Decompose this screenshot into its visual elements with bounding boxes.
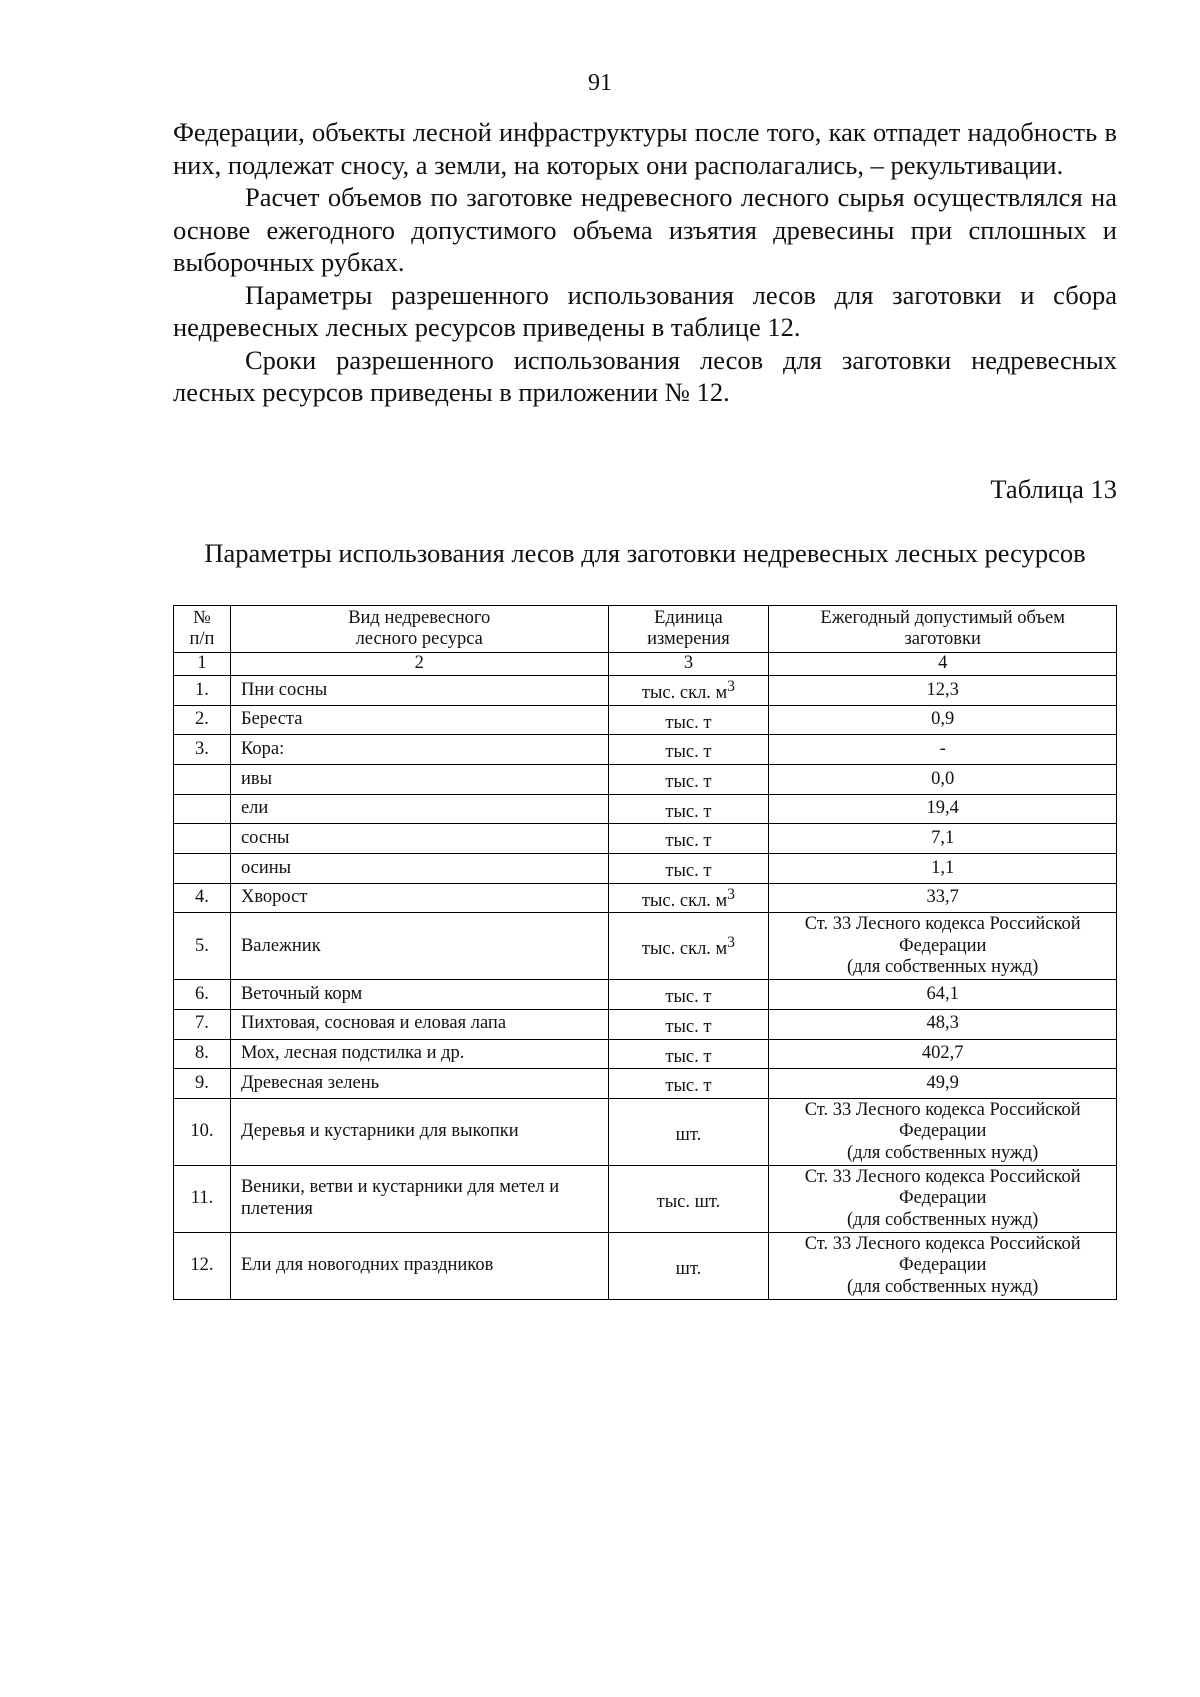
paragraph-4: Сроки разрешенного использования лесов для заготовки недревесных лесных ресурсов приведены в приложении № 12. — [173, 344, 1117, 407]
table-row — [174, 1232, 1117, 1299]
unit-cell: тыс. т — [608, 735, 769, 765]
resources-table — [173, 605, 1117, 1300]
unit-cell: тыс. т — [608, 853, 769, 883]
unit-cell: тыс. т — [608, 705, 769, 735]
annual-volume: 33,7 — [769, 883, 1117, 913]
table-title: Параметры использования лесов для заготовки недревесных лесных ресурсов — [204, 538, 1086, 568]
annual-volume: 12,3 — [769, 676, 1117, 706]
unit-cell: шт. — [608, 1232, 769, 1299]
row-number: 4. — [174, 883, 231, 913]
header-number: № п/п — [174, 606, 231, 653]
table-row — [174, 764, 1117, 794]
table-row — [174, 824, 1117, 854]
resource-name: Деревья и кустарники для выкопки — [230, 1098, 608, 1165]
table-row — [174, 676, 1117, 706]
row-number: 12. — [174, 1232, 231, 1299]
header-annual-volume: Ежегодный допустимый объем заготовки — [769, 606, 1117, 653]
table-row — [174, 735, 1117, 765]
resource-name: сосны — [230, 824, 608, 854]
unit-cell: тыс. т — [608, 1039, 769, 1069]
header-unit: Единица измерения — [608, 606, 769, 653]
row-number: 8. — [174, 1039, 231, 1069]
table-row — [174, 980, 1117, 1010]
unit-cell: тыс. шт. — [608, 1165, 769, 1232]
table-row — [174, 1009, 1117, 1039]
column-number: 2 — [230, 653, 608, 676]
annual-volume: Ст. 33 Лесного кодекса Российской Федерации (для собственных нужд) — [769, 913, 1117, 980]
column-number: 3 — [608, 653, 769, 676]
paragraph-1: Федерации, объекты лесной инфраструктуры после того, как отпадет надобность в них, подлежат сносу, а земли, на которых они располагались, – рекультивации. — [173, 117, 1117, 180]
table-row — [174, 1165, 1117, 1232]
resource-name: Валежник — [230, 913, 608, 980]
resource-name: ивы — [230, 764, 608, 794]
resource-name: Веточный корм — [230, 980, 608, 1010]
table-label: Таблица 13 — [990, 474, 1117, 504]
table-header-row — [174, 606, 1117, 653]
table-row — [174, 794, 1117, 824]
unit-cell: тыс. скл. $м^3$ — [608, 883, 769, 913]
column-number-row — [174, 653, 1117, 676]
unit-cell: шт. — [608, 1098, 769, 1165]
unit-cell: тыс. т — [608, 980, 769, 1010]
resource-name: Кора: — [230, 735, 608, 765]
resource-name: Пни сосны — [230, 676, 608, 706]
annual-volume: Ст. 33 Лесного кодекса Российской Федерации (для собственных нужд) — [769, 1232, 1117, 1299]
resource-name: Древесная зелень — [230, 1069, 608, 1099]
table-body — [174, 676, 1117, 1300]
row-number: 9. — [174, 1069, 231, 1099]
resource-name: Хворост — [230, 883, 608, 913]
column-number: 4 — [769, 653, 1117, 676]
unit-superscript: 3 — [727, 933, 735, 951]
annual-volume: 0,9 — [769, 705, 1117, 735]
unit-superscript: 3 — [727, 678, 735, 695]
annual-volume: 0,0 — [769, 764, 1117, 794]
row-number: 7. — [174, 1009, 231, 1039]
unit-cell: тыс. т — [608, 764, 769, 794]
annual-volume: - — [769, 735, 1117, 765]
unit-cell: тыс. т — [608, 794, 769, 824]
annual-volume: 402,7 — [769, 1039, 1117, 1069]
annual-volume: 7,1 — [769, 824, 1117, 854]
table-row — [174, 1069, 1117, 1099]
table-row — [174, 853, 1117, 883]
table-row — [174, 883, 1117, 913]
unit-cell: тыс. т — [608, 1069, 769, 1099]
table-row — [174, 705, 1117, 735]
row-number: 3. — [174, 735, 231, 765]
unit-cell: тыс. скл. $м^3$ — [608, 676, 769, 706]
row-number — [174, 824, 231, 854]
row-number: 11. — [174, 1165, 231, 1232]
annual-volume: 19,4 — [769, 794, 1117, 824]
resource-name: Веники, ветви и кустарники для метел и плетения — [230, 1165, 608, 1232]
annual-volume: 1,1 — [769, 853, 1117, 883]
table-row — [174, 913, 1117, 980]
row-number: 10. — [174, 1098, 231, 1165]
unit-superscript: 3 — [727, 885, 735, 903]
row-number: 1. — [174, 676, 231, 706]
resource-name: ели — [230, 794, 608, 824]
unit-cell: тыс. скл. $м^3$ — [608, 913, 769, 980]
table-row — [174, 1039, 1117, 1069]
row-number: 6. — [174, 980, 231, 1010]
row-number — [174, 853, 231, 883]
resource-name: Ели для новогодних праздников — [230, 1232, 608, 1299]
column-number: 1 — [174, 653, 231, 676]
annual-volume: Ст. 33 Лесного кодекса Российской Федерации (для собственных нужд) — [769, 1098, 1117, 1165]
resource-name: Береста — [230, 705, 608, 735]
resource-name: Пихтовая, сосновая и еловая лапа — [230, 1009, 608, 1039]
paragraph-2: Расчет объемов по заготовке недревесного лесного сырья осуществлялся на основе ежегодного допустимого объема изъятия древесины при сплошных и выборочных рубках. — [173, 182, 1117, 277]
paragraph-3: Параметры разрешенного использования лесов для заготовки и сбора недревесных лесных ресурсов приведены в таблице 12. — [173, 279, 1117, 342]
row-number: 5. — [174, 913, 231, 980]
resource-name: осины — [230, 853, 608, 883]
annual-volume: Ст. 33 Лесного кодекса Российской Федерации (для собственных нужд) — [769, 1165, 1117, 1232]
body-text — [173, 116, 1117, 409]
resource-name: Мох, лесная подстилка и др. — [230, 1039, 608, 1069]
annual-volume: 48,3 — [769, 1009, 1117, 1039]
row-number — [174, 764, 231, 794]
header-resource-type: Вид недревесного лесного ресурса — [230, 606, 608, 653]
annual-volume: 64,1 — [769, 980, 1117, 1010]
row-number: 2. — [174, 705, 231, 735]
unit-cell: тыс. т — [608, 1009, 769, 1039]
row-number — [174, 794, 231, 824]
page-number: 91 — [588, 70, 612, 96]
unit-cell: тыс. т — [608, 824, 769, 854]
annual-volume: 49,9 — [769, 1069, 1117, 1099]
table-row — [174, 1098, 1117, 1165]
